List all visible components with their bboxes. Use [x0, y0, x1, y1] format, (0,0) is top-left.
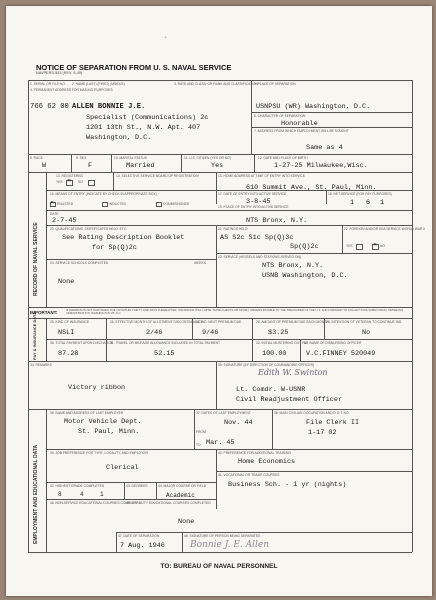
total-payment: 87.28 — [58, 350, 79, 358]
label-degrees: 43. DEGREES — [126, 484, 148, 488]
document-sheet — [6, 6, 432, 596]
job-from: Nov. 44 — [224, 419, 253, 427]
rule — [300, 339, 301, 361]
label-foreign-no: NO — [380, 244, 385, 248]
main-occupation-line1: File Clerk II — [306, 419, 360, 427]
character-separation: Honorable — [281, 120, 318, 128]
label-place-separation: 5. PLACE OF SEPARATION — [254, 82, 296, 86]
rule — [216, 361, 217, 409]
label-permanent-address: 4. PERMANENT ADDRESS FOR MAILING PURPOSES — [30, 88, 113, 92]
means-date: 2-7-45 — [52, 217, 77, 225]
net-service-days: 1 — [380, 199, 385, 207]
label-signature-officer: 35. SIGNATURE (BY DIRECTION OF COMMANDING OFFICER) — [218, 363, 315, 367]
date-entry: 3-8-45 — [246, 198, 271, 206]
vessels-line1: NTS Bronx, N.Y. — [262, 262, 324, 270]
officer-rank: Lt. Comdr. W-USNR — [236, 386, 306, 394]
rule — [111, 154, 112, 172]
place-separation: USNPSU (WR) Washington, D.C. — [256, 103, 371, 111]
rule — [116, 532, 412, 533]
label-yes: YES — [56, 180, 63, 184]
rule — [46, 449, 412, 450]
rule — [156, 482, 157, 499]
label-vessels: 23. SERVICE (VESSELS AND STATIONS SERVED ON) — [218, 255, 301, 259]
rule — [46, 190, 216, 191]
rule — [181, 154, 182, 172]
label-foreign-service: 22. FOREIGN AND/OR SEA SERVICE WORLD WAR II — [344, 227, 426, 231]
label-inducted: INDUCTED — [109, 202, 127, 206]
remarks: Victory ribbon — [68, 384, 126, 392]
rule — [46, 409, 47, 552]
label-home-address-entry: 15. HOME ADDRESS AT TIME OF ENTRY INTO SERVICE — [218, 174, 305, 178]
label-remarks: 34. REMARKS — [30, 363, 52, 367]
rule — [124, 482, 125, 499]
rule — [216, 172, 217, 204]
rule — [46, 259, 216, 260]
label-rate: 3. RATE AND CLASS/ OR RANK AND CLASSIFICATION — [174, 82, 258, 86]
rule — [46, 482, 216, 483]
rule — [116, 532, 117, 552]
rule — [192, 318, 193, 339]
label-character-separation: 6. CHARACTER OF SEPARATION — [254, 114, 306, 118]
sex: F — [88, 162, 93, 170]
rule — [272, 409, 273, 449]
employer-line1: Motor Vehicle Dept. — [64, 418, 142, 426]
label-vocational-courses: 41. VOCATIONAL OR TRADE COURSES — [218, 473, 280, 477]
label-intention: 29. INTENTION OF VETERAN TO CONTINUE INS. — [326, 320, 403, 324]
rule — [28, 409, 412, 410]
rule — [216, 253, 412, 254]
qualifications-line1: See Rating Description Booklet — [62, 234, 185, 242]
label-commissioned: COMMISSIONED — [163, 202, 190, 206]
permanent-address-line2: Washington, D.C. — [86, 134, 152, 142]
label-total-payment: 30. TOTAL PAYMENT UPON DISCHARGE — [50, 341, 113, 345]
label-training-preference: 40. PREFERENCE FOR ADDITIONAL TRAINING — [218, 451, 291, 455]
check-mark: ✕ — [373, 243, 378, 248]
check-mark: ✕ — [67, 179, 72, 184]
vocational-courses: Business Sch. - 1 yr (nights) — [228, 481, 347, 489]
rule — [251, 80, 252, 154]
rule — [28, 552, 412, 553]
label-address-employment: 7. ADDRESS FROM WHICH EMPLOYMENT WILL BE SOUGHT — [254, 129, 349, 133]
premium-amount: $3.25 — [268, 329, 289, 337]
rule — [28, 80, 412, 81]
employer-line2: St. Paul, Minn. — [78, 428, 140, 436]
label-premium-amount: 28. AMOUNT OF PREMIUM DUE EACH MONTH — [256, 320, 329, 324]
inducted-checkbox[interactable] — [102, 202, 108, 207]
label-enlisted: ENLISTED — [57, 202, 74, 206]
label-qualifications: 20. QUALIFICATIONS, CERTIFICATES HELD, ETC. — [50, 227, 128, 231]
intention: No — [362, 329, 371, 337]
rule — [326, 190, 327, 204]
label-off-duty: 45. OFF DUTY EDUCATIONAL COURSES COMPLETED — [126, 501, 211, 505]
section-employment-data: EMPLOYMENT AND EDUCATIONAL DATA — [33, 444, 39, 544]
grade-college: 1 — [100, 491, 104, 498]
label-date: DATE — [50, 212, 59, 216]
net-service-months: 6 — [366, 199, 371, 207]
kind-insurance: NSLI — [58, 329, 75, 337]
rule — [28, 80, 29, 552]
label-date-separation: 47. DATE OF SEPARATION — [118, 534, 160, 538]
label-citizen: 11. U.S. CITIZEN (YES OR NO) — [184, 156, 231, 160]
net-service-years: 1 — [350, 199, 355, 207]
label-signature-person: 48. SIGNATURE OF PERSON BEING SEPARATED — [184, 534, 261, 538]
label-sex: 9. SEX — [76, 156, 87, 160]
label-means-entry: 16. MEANS OF ENTRY (INDICATE BY CHECK IN APPROPRIATE BOX) — [50, 192, 157, 196]
rule — [216, 190, 412, 191]
job-preference: Clerical — [106, 464, 139, 472]
rate-classification: Specialist (Communications) 2c — [86, 114, 209, 122]
schools: None — [58, 278, 75, 286]
race: W — [42, 162, 47, 170]
travel-allowance: 52.15 — [154, 350, 175, 358]
label-main-occupation: 38. MAIN CIVILIAN OCCUPATION AND D.O.T. NO. — [274, 411, 350, 415]
rule — [113, 172, 114, 190]
label-race: 8. RACE — [30, 156, 43, 160]
rule — [28, 154, 412, 155]
rule — [46, 225, 412, 226]
rule — [46, 210, 412, 211]
registered-no-box[interactable] — [88, 180, 95, 186]
label-job-preference: 39. JOB PREFERENCE FOR TYPE, LOCALITY, AND EMPLOYER — [50, 451, 148, 455]
foreign-yes-box[interactable] — [356, 244, 363, 250]
job-to: Mar. 45 — [206, 439, 235, 447]
grade-high-school: 4 — [80, 491, 84, 498]
officer-signature: Edith W. Swinton — [258, 368, 328, 377]
label-college-completed: 46. NON-SERVICE EDUCATIONAL COURSES COMPLETED — [50, 501, 141, 505]
address-employment: Same as 4 — [306, 144, 343, 152]
rule — [28, 172, 412, 173]
section-pay-data: PAY & INSURANCE DATA — [32, 311, 37, 360]
training-preference: Home Economics — [238, 458, 296, 466]
label-last-job-dates: 37. DATES OF LAST EMPLOYMENT — [196, 411, 251, 415]
person-signature: Bonnie J. E. Allen — [190, 540, 269, 550]
officer-title: Civil Readjustment Officer — [236, 396, 343, 404]
mustering-pay: 100.00 — [262, 350, 287, 358]
label-foreign-yes: YES — [346, 244, 353, 248]
label-employer: 36. NAME AND ADDRESS OF LAST EMPLOYER — [50, 411, 124, 415]
label-marital: 10. MARITAL STATUS — [114, 156, 147, 160]
footer-address: TO: BUREAU OF NAVAL PERSONNEL — [160, 563, 278, 570]
college-completed: None — [178, 518, 195, 526]
rule — [324, 318, 325, 339]
rule — [216, 449, 217, 509]
label-major-course: 44. MAJOR COURSE OR FIELD — [158, 484, 207, 488]
label-mustering-pay: 32. INITIAL MUSTERING OUT PAY — [256, 341, 309, 345]
rule — [46, 339, 412, 340]
place-entry: NTS Bronx, N.Y. — [246, 217, 308, 225]
citizen: Yes — [211, 162, 224, 170]
ratings-held-line1: AS S2c S1c Sp(Q)3c — [220, 234, 294, 242]
label-travel-allowance: 31. TRAVEL OR MILEAGE ALLOWANCE INCLUDED IN TOTAL PAYMENT — [110, 341, 221, 345]
document-title: NOTICE OF SEPARATION FROM U. S. NAVAL SERVICE — [36, 63, 232, 72]
rule — [342, 225, 343, 253]
label-effective-month: 26. EFFECTIVE MONTH OF ALLOTMENT DISCONTINUANCE — [110, 320, 204, 324]
marital-status: Married — [126, 162, 155, 170]
rule — [412, 80, 413, 552]
birth-date-place: 1-27-25 Milwaukee,Wisc. — [274, 162, 368, 170]
label-net-service: 18. NET SERVICE (FOR PAY PURPOSES) — [328, 192, 392, 196]
rule — [194, 409, 195, 449]
check-mark: ✕ — [50, 201, 55, 206]
rule — [251, 127, 412, 128]
form-number: NAVPERS-553 (REV. 8-45) — [36, 71, 83, 75]
important-notice: IF PREMIUM IS NOT PAID WHEN DUE OR WITHIN THIRTY-ONE DAYS THEREAFTER, INSURANCE WILL LAPSE. MAKE CHECKS OR MONEY ORDERS PAYABLE TO THE TREASURER OF THE U.S. AND FORWARD TO COLLECTIONS SUBDIVISION, VETERANS ADMINISTRATION, WASHINGTON 25, D.C. — [66, 308, 404, 316]
label-no: NO — [78, 180, 83, 184]
label-disbursing-officer: 33. NAME OF DISBURSING OFFICER — [304, 341, 362, 345]
rule — [46, 499, 216, 500]
section-record-service: RECORD OF NAVAL SERVICE — [33, 222, 39, 296]
home-address-entry: 610 Summit Ave., St. Paul, Minn. — [246, 184, 377, 192]
disbursing-officer: V.C.FINNEY 520049 — [306, 350, 376, 358]
permanent-address-line1: 1201 13th St., N.W. Apt. 407 — [86, 124, 201, 132]
label-date-entry: 17. DATE OF ENTRY INTO ACTIVE SERVICE — [218, 192, 287, 196]
ratings-held-line2: Sp(Q)2c — [290, 243, 319, 251]
rule — [28, 318, 412, 319]
rule — [216, 471, 412, 472]
label-name: 2. NAME (LAST) (FIRST) (MIDDLE) — [72, 82, 125, 86]
label-weeks: WEEKS — [194, 261, 206, 265]
major-course: Academic — [166, 492, 195, 499]
label-registered: 13. REGISTERED — [56, 174, 83, 178]
commissioned-checkbox[interactable] — [156, 202, 162, 207]
punch-mark: + — [164, 36, 167, 41]
label-next-premium: 27. NO. NEXT PREMIUM DUE — [196, 320, 242, 324]
rule — [182, 532, 183, 552]
label-serial: 1. SERIAL OR FILE NO. — [30, 82, 66, 86]
grade-grammar: 8 — [58, 491, 62, 498]
main-occupation-line2: 1-17 02 — [308, 429, 337, 437]
rule — [216, 225, 217, 307]
label-important: IMPORTANT: — [30, 310, 58, 315]
rule — [254, 154, 255, 172]
rule — [251, 112, 412, 113]
full-name: ALLEN BONNIE J.E. — [72, 103, 146, 111]
effective-month: 2/46 — [146, 329, 163, 337]
label-kind-insurance: 25. KIND OF INSURANCE — [50, 320, 90, 324]
label-highest-grade: 42. HIGHEST GRADE COMPLETED — [50, 484, 105, 488]
label-from: FROM — [196, 430, 206, 434]
label-place-entry: 19. PLACE OF ENTRY INTO ACTIVE SERVICE — [218, 205, 289, 209]
vessels-line2: USNB Washington, D.C. — [262, 272, 348, 280]
label-ratings-held: 21. RATINGS HELD — [218, 227, 248, 231]
rule — [28, 361, 412, 362]
serial-number: 766 62 00 — [30, 103, 69, 111]
next-premium: 9/46 — [202, 329, 219, 337]
rule — [46, 172, 47, 307]
qualifications-line2: for Sp(Q)2c — [92, 244, 137, 252]
date-separation: 7 Aug. 1946 — [120, 542, 165, 550]
label-to: TO — [196, 443, 201, 447]
rule — [71, 154, 72, 172]
label-selective-board: 14. SELECTIVE SERVICE BOARD OF REGISTRATION — [116, 174, 199, 178]
label-schools: 24. SERVICE SCHOOLS COMPLETED — [50, 261, 109, 265]
label-birth: 12. DATE AND PLACE OF BIRTH — [258, 156, 308, 160]
